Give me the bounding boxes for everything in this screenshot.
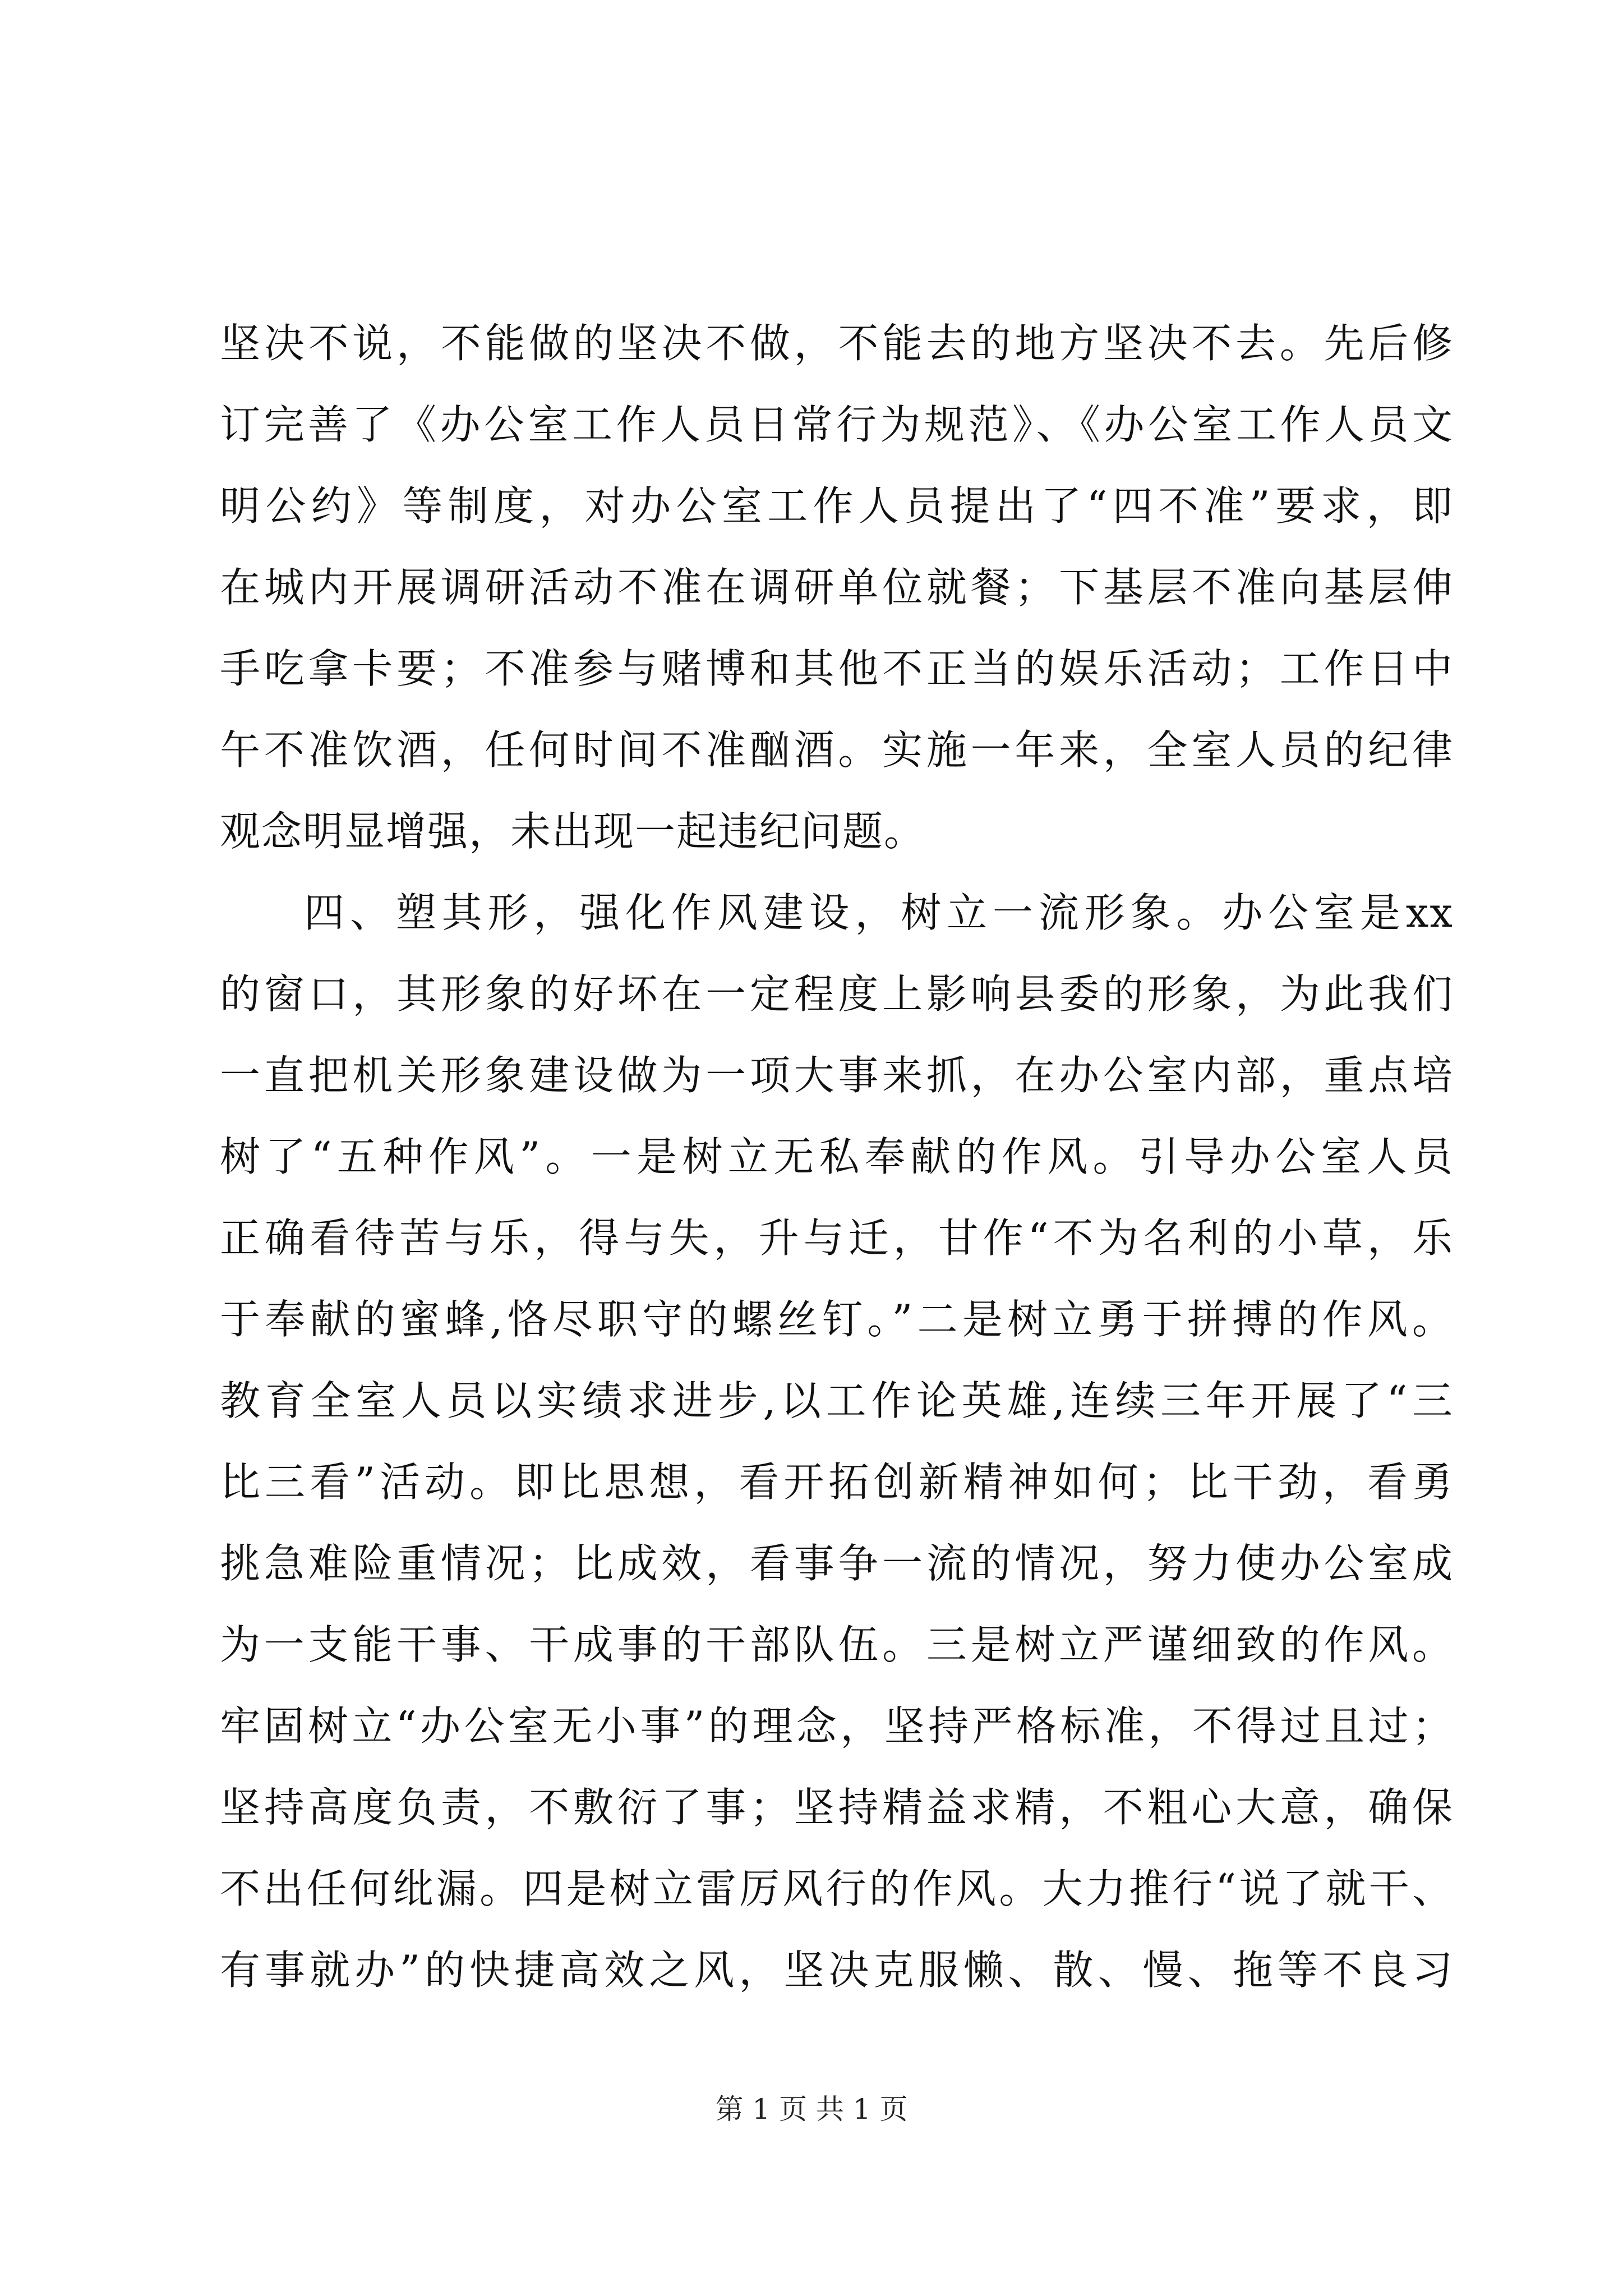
- text-line: 牢固树立“办公室无小事”的理念，坚持严格标准，不得过且过；: [220, 1703, 1454, 1750]
- body-text: [220, 303, 1454, 2011]
- page-number-footer: 第 1 页 共 1 页: [715, 2093, 908, 2125]
- text-line: 教育全室人员以实绩求进步,以工作论英雄,连续三年开展了“三: [220, 1377, 1454, 1424]
- text-line: 坚持高度负责，不敷衍了事；坚持精益求精，不粗心大意，确保: [220, 1784, 1454, 1831]
- text-line: 挑急难险重情况；比成效，看事争一流的情况，努力使办公室成: [220, 1540, 1454, 1587]
- text-line: 于奉献的蜜蜂,恪尽职守的螺丝钉。”二是树立勇于拼搏的作风。: [220, 1296, 1454, 1343]
- text-line: 明公约》等制度，对办公室工作人员提出了“四不准”要求，即: [220, 482, 1454, 530]
- text-line: 正确看待苦与乐，得与失，升与迁，甘作“不为名利的小草，乐: [220, 1214, 1454, 1262]
- text-line: 的窗口，其形象的好坏在一定程度上影响县委的形象，为此我们: [220, 970, 1454, 1018]
- text-line: 为一支能干事、干成事的干部队伍。三是树立严谨细致的作风。: [220, 1621, 1454, 1668]
- text-line: 有事就办”的快捷高效之风，坚决克服懒、散、慢、拖等不良习: [220, 1947, 1454, 1994]
- text-line: 不出任何纰漏。四是树立雷厉风行的作风。大力推行“说了就干、: [220, 1865, 1454, 1912]
- paragraph-start-line: 四、塑其形，强化作风建设，树立一流形象。办公室是xx: [304, 889, 1454, 936]
- text-line: 在城内开展调研活动不准在调研单位就餐；下基层不准向基层伸: [220, 564, 1454, 611]
- text-line: 坚决不说，不能做的坚决不做，不能去的地方坚决不去。先后修: [220, 320, 1454, 367]
- text-line: 一直把机关形象建设做为一项大事来抓，在办公室内部，重点培: [220, 1052, 1454, 1099]
- text-line: 订完善了《办公室工作人员日常行为规范》、《办公室工作人员文: [220, 401, 1454, 448]
- text-line: 树了“五种作风”。一是树立无私奉献的作风。引导办公室人员: [220, 1133, 1454, 1180]
- text-line: 午不准饮酒，任何时间不准酗酒。实施一年来，全室人员的纪律: [220, 726, 1454, 774]
- text-line: 比三看”活动。即比思想，看开拓创新精神如何；比干劲，看勇: [220, 1458, 1454, 1506]
- text-line: 观念明显增强，未出现一起违纪问题。: [220, 808, 926, 855]
- text-line: 手吃拿卡要；不准参与赌博和其他不正当的娱乐活动；工作日中: [220, 645, 1454, 692]
